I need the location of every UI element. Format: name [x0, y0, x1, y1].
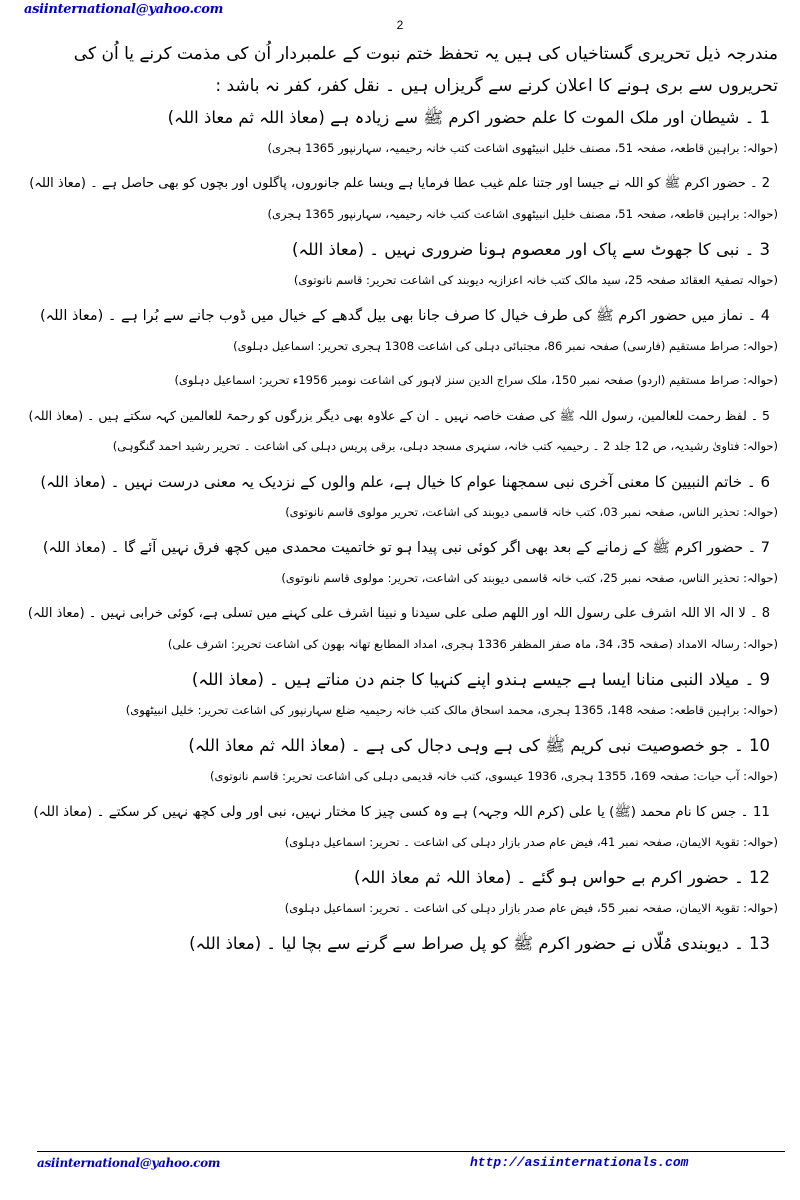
item-reference: (حوالہ: رسالہ الامداد (صفحہ 35، 34، ماہ صفر المظفر 1336 ہجری، امداد المطابع تھانہ بھون کی اشاعت تحریر: اشرف علی) — [167, 637, 778, 651]
item-reference: (حوالہ: صراط مستقیم (اردو) صفحہ نمبر 150، ملک سراج الدین سنز لاہور کی اشاعت نومبر 1956ء تحریر: اسماعیل دہلوی) — [174, 373, 778, 387]
item-reference: (حوالہ: تقویۃ الایمان، صفحہ نمبر 55، فیض عام صدر بازار دہلی کی اشاعت ۔ تحریر: اسماعیل دہلوی) — [284, 901, 778, 915]
item-reference: (حوالہ: تحذیر الناس، صفحہ نمبر 03، کتب خانہ قاسمی دیوبند کی اشاعت، تحریر مولوی قاسم نانوتوی) — [285, 505, 778, 519]
item-reference: (حوالہ: براہین قاطعہ: صفحہ 148، 1365 ہجری، محمد اسحاق مالک کتب خانہ رحیمیہ ضلع سہارنپور کی اشاعت تحریر: خلیل انبیٹھوی) — [125, 703, 778, 717]
item-reference: (حوالہ تصفیۃ العقائد صفحہ 25، سید مالک کتب خانہ اعزازیہ دیوبند کی اشاعت تحریر: قاسم نانوتوی) — [293, 273, 778, 287]
item-reference: (حوالہ: تحذیر الناس، صفحہ نمبر 25، کتب خانہ قاسمی دیوبند کی اشاعت، تحریر: مولوی قاسم نانوتوی) — [281, 571, 778, 585]
item-statement: 10 ۔ جو خصوصیت نبی کریم ﷺ کی ہے وہی دجال کی ہے ۔ (معاذ اللہ ثم معاذ اللہ) — [188, 736, 770, 755]
page-number: 2 — [396, 18, 404, 32]
item-statement: 9 ۔ میلاد النبی منانا ایسا ہے جیسے ہندو اپنے کنہیا کا جنم دن مناتے ہیں ۔ (معاذ اللہ) — [191, 670, 770, 689]
list-item — [22, 238, 778, 290]
footer-website-link[interactable]: http://asiinternationals.com — [470, 1155, 689, 1170]
list-item — [22, 470, 778, 522]
intro-paragraph: مندرجہ ذیل تحریری گستاخیاں کی ہیں یہ تحفظ ختم نبوت کے علمبردار اُن کی مذمت کرنے یا اُن کی تحریروں سے بری ہونے کا اعلان کرنے سے گریزاں ہیں ۔ نقل کفر، کفر نہ باشد : — [73, 44, 778, 96]
item-statement: 11 ۔ جس کا نام محمد (ﷺ) یا علی (کرم اللہ وجہہ) ہے وہ کسی چیز کا مختار نہیں، نبی اور ولی کچھ نہیں کر سکتے ۔ (معاذ اللہ) — [33, 804, 770, 820]
list-item — [22, 602, 778, 654]
list-item — [22, 866, 778, 918]
footer-divider — [37, 1151, 785, 1152]
list-item — [22, 106, 778, 158]
item-statement: 4 ۔ نماز میں حضور اکرم ﷺ کی طرف خیال کا صرف جانا بھی بیل گدھے کے خیال میں ڈوب جانے سے بُرا ہے ۔ (معاذ اللہ) — [39, 308, 770, 324]
item-statement: 12 ۔ حضور اکرم بے حواس ہو گئے ۔ (معاذ اللہ ثم معاذ اللہ) — [354, 868, 770, 887]
header-email-link[interactable]: asiinternational@yahoo.com — [24, 2, 224, 17]
item-statement: 6 ۔ خاتم النبیین کا معنی آخری نبی سمجھنا عوام کا خیال ہے، علم والوں کے نزدیک یہ معنی درست نہیں ۔ (معاذ اللہ) — [40, 473, 770, 491]
blasphemy-items-list — [22, 106, 778, 956]
item-statement: 3 ۔ نبی کا جھوٹ سے پاک اور معصوم ہونا ضروری نہیں ۔ (معاذ اللہ) — [292, 240, 770, 259]
item-reference: (حوالہ: براہین قاطعہ، صفحہ 51، مصنف خلیل انبیٹھوی اشاعت کتب خانہ رحیمیہ، سہارنپور 1365 ہجری) — [267, 207, 778, 221]
list-item — [22, 404, 778, 456]
item-reference: (حوالہ: آب حیات: صفحہ 169، 1355 ہجری، 1936 عیسوی، کتب خانہ قدیمی دہلی کی اشاعت تحریر: قاسم نانوتوی) — [210, 769, 778, 783]
item-statement: 8 ۔ لا الہ الا اللہ اشرف علی رسول اللہ اور اللھم صلی علی سیدنا و نبینا اشرف علی کہنے میں تسلی ہے، کوئی خرابی نہیں ۔ (معاذ اللہ) — [27, 606, 770, 621]
item-reference: (حوالہ: صراط مستقیم (فارسی) صفحہ نمبر 86، مجتبائی دہلی کی اشاعت 1308 ہجری تحریر: اسماعیل دہلوی) — [233, 339, 778, 353]
item-statement: 1 ۔ شیطان اور ملک الموت کا علم حضور اکرم ﷺ سے زیادہ ہے (معاذ اللہ ثم معاذ اللہ) — [167, 108, 770, 127]
list-item — [22, 932, 778, 956]
document-body — [22, 38, 778, 956]
list-item — [22, 304, 778, 390]
item-statement: 2 ۔ حضور اکرم ﷺ کو اللہ نے جیسا اور جتنا علم غیب عطا فرمایا ہے ویسا علم جانوروں، پاگلوں اور بچوں کو بھی حاصل ہے ۔ (معاذ اللہ) — [29, 176, 770, 191]
list-item — [22, 536, 778, 588]
list-item — [22, 734, 778, 786]
item-reference: (حوالہ: براہین قاطعہ، صفحہ 51، مصنف خلیل انبیٹھوی اشاعت کتب خانہ رحیمیہ، سہارنپور 1365 ہجری) — [267, 141, 778, 155]
footer-email-link[interactable]: asiinternational@yahoo.com — [37, 1156, 221, 1170]
list-item — [22, 172, 778, 224]
item-reference: (حوالہ: فتاویٰ رشیدیہ، ص 12 جلد 2 ۔ رحیمیہ کتب خانہ، سنہری مسجد دہلی، برقی پریس دہلی کی اشاعت ۔ تحریر رشید احمد گنگوہی) — [112, 439, 778, 453]
item-statement: 7 ۔ حضور اکرم ﷺ کے زمانے کے بعد بھی اگر کوئی نبی پیدا ہو تو خاتمیت محمدی میں کچھ فرق نہیں آئے گا ۔ (معاذ اللہ) — [42, 540, 770, 556]
item-statement: 5 ۔ لفظ رحمت للعالمین، رسول اللہ ﷺ کی صفت خاصہ نہیں ۔ ان کے علاوہ بھی دیگر بزرگوں کو رحمۃ للعالمین کہہ سکتے ہیں ۔ (معاذ اللہ) — [28, 408, 770, 423]
list-item — [22, 800, 778, 852]
item-statement: 13 ۔ دیوبندی مُلّاں نے حضور اکرم ﷺ کو پل صراط سے گرنے سے بچا لیا ۔ (معاذ اللہ) — [189, 934, 770, 953]
item-reference: (حوالہ: تقویۃ الایمان، صفحہ نمبر 41، فیض عام صدر بازار دہلی کی اشاعت ۔ تحریر: اسماعیل دہلوی) — [284, 835, 778, 849]
list-item — [22, 668, 778, 720]
